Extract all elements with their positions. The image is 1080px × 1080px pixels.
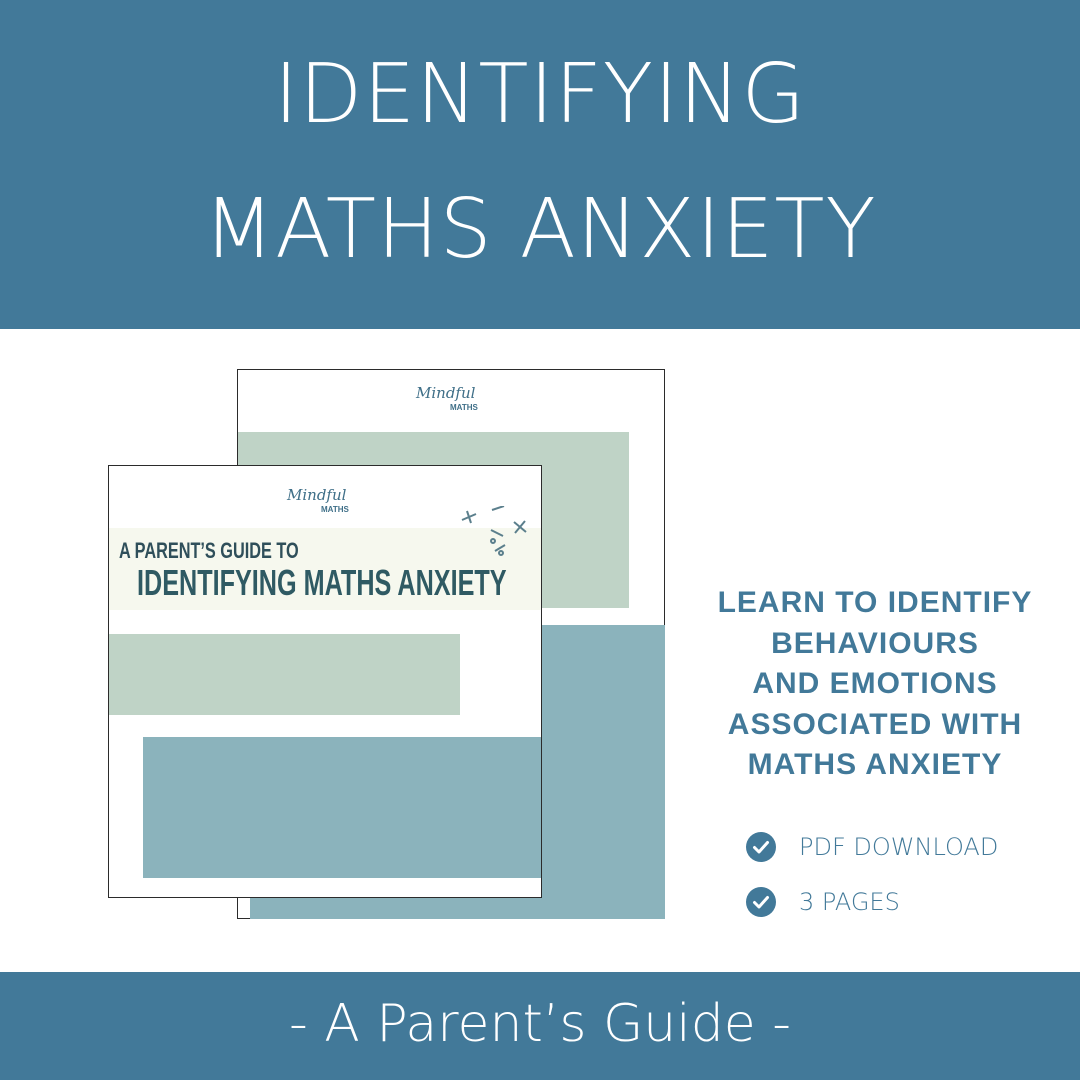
logo-caps: MATHS [450,403,478,412]
header-banner [0,0,1080,329]
logo-script: Mindful [416,384,476,402]
headline-line: BEHAVIOURS [771,626,979,660]
title-line-2: MATHS ANXIETY [203,182,877,277]
headline-line: ASSOCIATED WITH [727,707,1023,741]
footer-banner [0,972,1080,1080]
preview-page-front [108,465,542,898]
feature-label: PDF DOWNLOAD [799,833,999,861]
logo-script: Mindful [287,486,347,504]
check-circle-icon [746,887,776,917]
sage-block [109,634,460,715]
logo-caps: MATHS [321,505,349,514]
feature-label: 3 PAGES [799,888,900,916]
teal-block [143,737,541,878]
headline-line: AND EMOTIONS [752,667,998,700]
cover-title-small: A PARENT’S GUIDE TO [119,538,299,563]
title-line-1: IDENTIFYING [273,47,807,142]
check-circle-icon [746,832,776,862]
math-symbols-icon [457,506,537,558]
headline [700,583,1050,786]
headline-line: LEARN TO IDENTIFY [717,586,1033,619]
footer-subtitle: - A Parent’s Guide - [289,994,791,1054]
headline-line: MATHS ANXIETY [747,748,1003,781]
cover-title-large: IDENTIFYING MATHS ANXIETY [137,562,507,603]
